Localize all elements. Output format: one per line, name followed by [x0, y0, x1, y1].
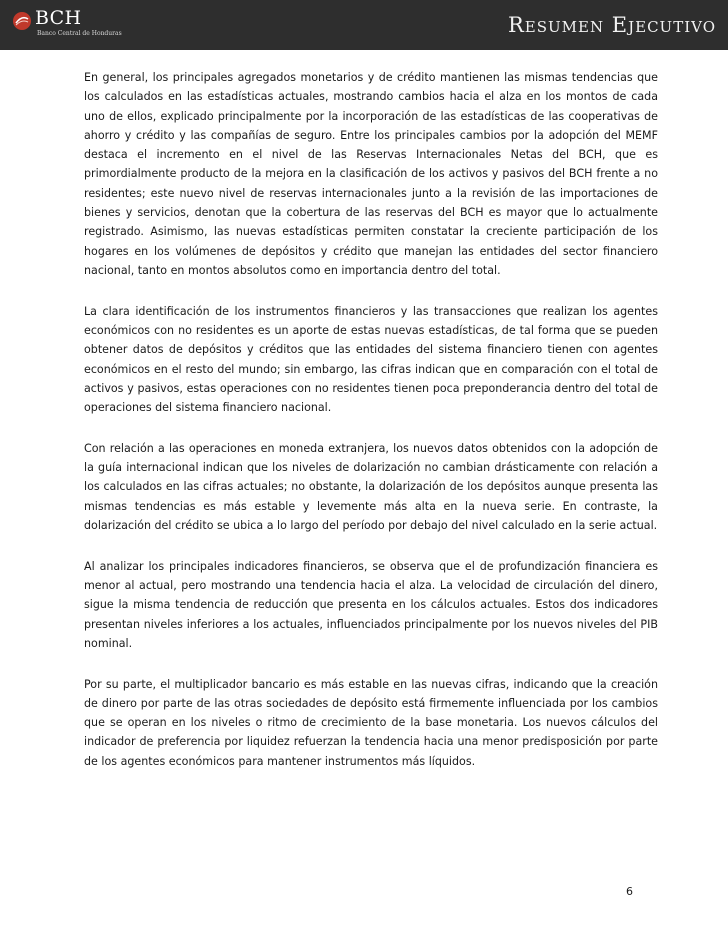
- logo-subtext: Banco Central de Honduras: [37, 30, 122, 37]
- document-body: [84, 68, 658, 792]
- paragraph: La clara identificación de los instrumentos financieros y las transacciones que realizan los agentes económicos con no residentes es un aporte de estas nuevas estadísticas, de tal forma que se pueden obtener datos de depósitos y créditos que las entidades del sistema financiero tienen con agentes económicos en el resto del mundo; sin embargo, las cifras indican que en comparación con el total de activos y pasivos, estas operaciones con no residentes tienen poca preponderancia dentro del total de operaciones del sistema financiero nacional.: [84, 304, 658, 415]
- paragraph: Por su parte, el multiplicador bancario es más estable en las nuevas cifras, indicando que la creación de dinero por parte de las otras sociedades de depósito está firmemente influenciada por los cambios que se operan en los niveles o ritmo de crecimiento de la base monetaria. Los nuevos cálculos del indicador de preferencia por liquidez refuerzan la tendencia hacia una menor predisposición por parte de los agentes económicos para mantener instrumentos más líquidos.: [84, 677, 658, 768]
- paragraph: En general, los principales agregados monetarios y de crédito mantienen las mismas tendencias que los calculados en las estadísticas actuales, mostrando cambios hacia el alza en los montos de cada uno de ellos, explicado principalmente por la incorporación de las estadísticas de las cooperativas de ahorro y crédito y las compañías de seguro. Entre los principales cambios por la adopción del MEMF destaca el incremento en el nivel de las Reservas Internacionales Netas del BCH, que es primordialmente producto de la mejora en la clasificación de los activos y pasivos del BCH frente a no residentes; este nuevo nivel de reservas internacionales junto a la revisión de las importaciones de bienes y servicios, denotan que la cobertura de las reservas del BCH es mayor que lo actualmente registrado. Asimismo, las nuevas estadísticas permiten constatar la creciente participación de los hogares en los volúmenes de depósitos y crédito que manejan las entidades del sector financiero nacional, tanto en montos absolutos como en importancia dentro del total.: [84, 71, 658, 277]
- paragraph: Con relación a las operaciones en moneda extranjera, los nuevos datos obtenidos con la adopción de la guía internacional indican que los niveles de dolarización no cambian drásticamente con relación a los calculados en las cifras actuales; no obstante, la dolarización de los depósitos aunque presenta las mismas tendencias es más estable y levemente más alta en la nueva serie. En contraste, la dolarización del crédito se ubica a lo largo del período por debajo del nivel calculado en la serie actual.: [84, 441, 658, 533]
- page-number: 6: [626, 885, 633, 898]
- page-header: [0, 0, 728, 50]
- section-title: Resumen Ejecutivo: [508, 13, 716, 37]
- bch-logo-icon: [12, 11, 32, 31]
- logo-text: BCH: [35, 7, 82, 29]
- paragraph: Al analizar los principales indicadores financieros, se observa que el de profundización financiera es menor al actual, pero mostrando una tendencia hacia el alza. La velocidad de circulación del dinero, sigue la misma tendencia de reducción que presenta en los cálculos actuales. Estos dos indicadores presentan niveles inferiores a los actuales, influenciados principalmente por los nuevos niveles del PIB nominal.: [84, 559, 658, 650]
